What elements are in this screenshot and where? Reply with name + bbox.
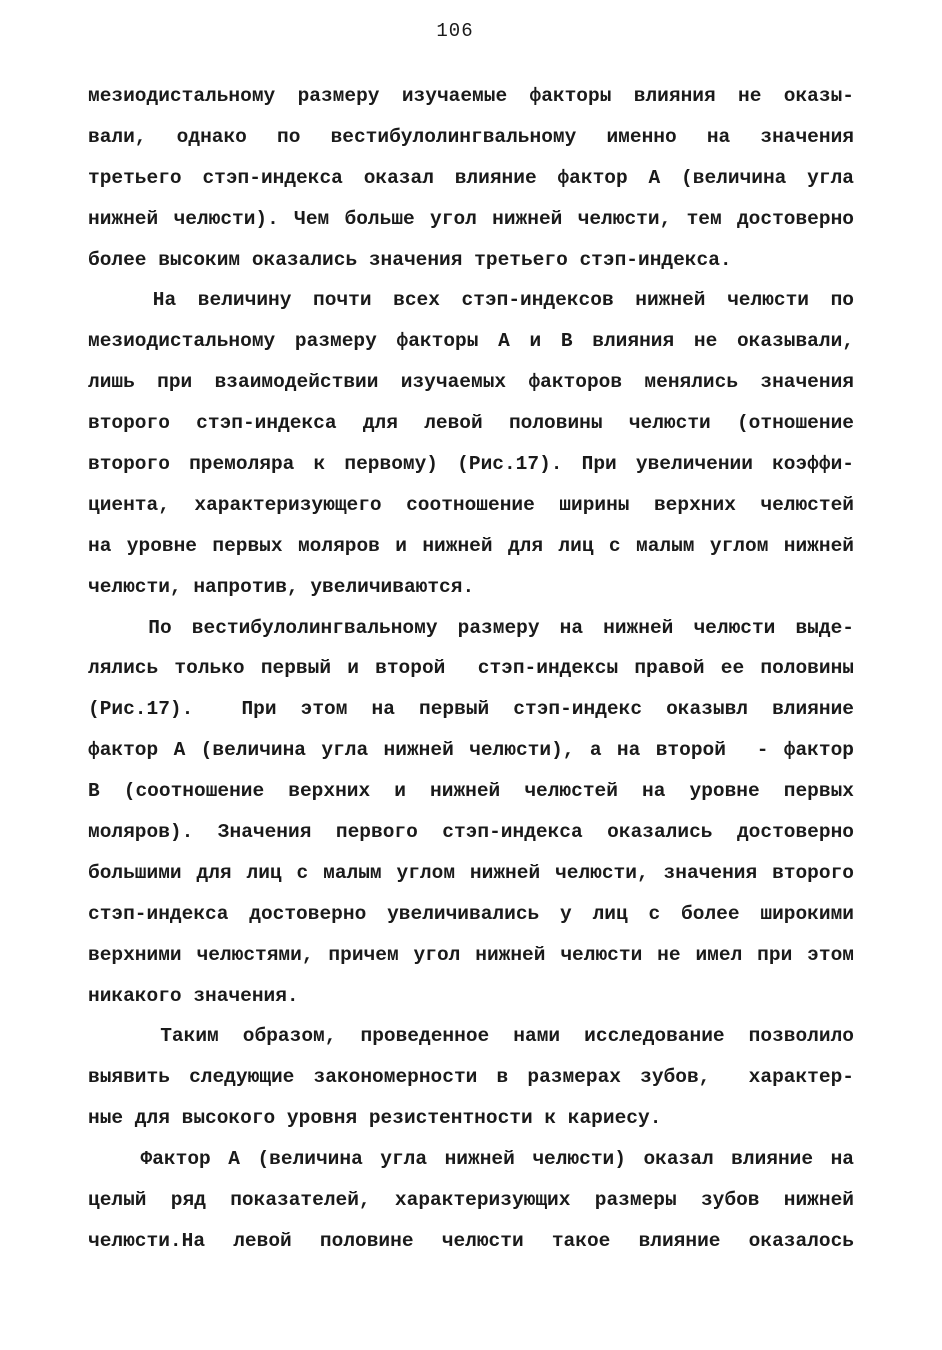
- text-line: ные для высокого уровня резистентности к кариесу.: [88, 1107, 662, 1130]
- text-line: челюсти.На левой половине челюсти такое влияние оказалось: [88, 1229, 854, 1252]
- text-line: (Рис.17). При этом на первый стэп-индекс оказывл влияние: [88, 698, 854, 721]
- text-line: В (соотношение верхних и нижней челюстей на уровне первых: [88, 780, 854, 803]
- text-line: целый ряд показателей, характеризующих размеры зубов нижней: [88, 1189, 854, 1212]
- text-line: большими для лиц с малым углом нижней челюсти, значения второго: [88, 861, 854, 884]
- text-line: вали, однако по вестибулолингвальному именно на значения: [88, 125, 854, 148]
- text-line: третьего стэп-индекса оказал влияние фактор А (величина угла: [88, 166, 854, 189]
- text-line: Таким образом, проведенное нами исследование позволило: [88, 1025, 854, 1048]
- text-line: На величину почти всех стэп-индексов нижней челюсти по: [88, 289, 854, 312]
- text-line: на уровне первых моляров и нижней для лиц с малым углом нижней: [88, 534, 854, 557]
- page-number: 106: [436, 20, 474, 42]
- text-line: челюсти, напротив, увеличиваются.: [88, 575, 475, 598]
- text-line: стэп-индекса достоверно увеличивались у лиц с более широкими: [88, 902, 854, 925]
- text-line: фактор А (величина угла нижней челюсти), а на второй - фактор: [88, 739, 854, 762]
- text-line: лялись только первый и второй стэп-индексы правой ее половины: [88, 657, 854, 680]
- text-line: более высоким оказались значения третьего стэп-индекса.: [88, 248, 732, 271]
- body-text: [88, 76, 854, 1262]
- text-line: Фактор А (величина угла нижней челюсти) оказал влияние на: [88, 1148, 854, 1171]
- text-line: мезиодистальному размеру изучаемые факторы влияния не оказы-: [88, 85, 854, 107]
- text-line: лишь при взаимодействии изучаемых факторов менялись значения: [88, 371, 854, 394]
- text-line: второго стэп-индекса для левой половины челюсти (отношение: [88, 412, 854, 435]
- text-line: циента, характеризующего соотношение ширины верхних челюстей: [88, 493, 854, 516]
- text-line: никакого значения.: [88, 984, 299, 1007]
- text-line: второго премоляра к первому) (Рис.17). При увеличении коэффи-: [88, 453, 854, 476]
- text-line: По вестибулолингвальному размеру на нижней челюсти выде-: [88, 616, 854, 639]
- text-line: моляров). Значения первого стэп-индекса оказались достоверно: [88, 821, 854, 844]
- text-line: нижней челюсти). Чем больше угол нижней челюсти, тем достоверно: [88, 207, 854, 230]
- text-line: мезиодистальному размеру факторы А и В влияния не оказывали,: [88, 330, 854, 353]
- text-line: выявить следующие закономерности в размерах зубов, характер-: [88, 1066, 854, 1089]
- text-line: верхними челюстями, причем угол нижней челюсти не имел при этом: [88, 943, 854, 966]
